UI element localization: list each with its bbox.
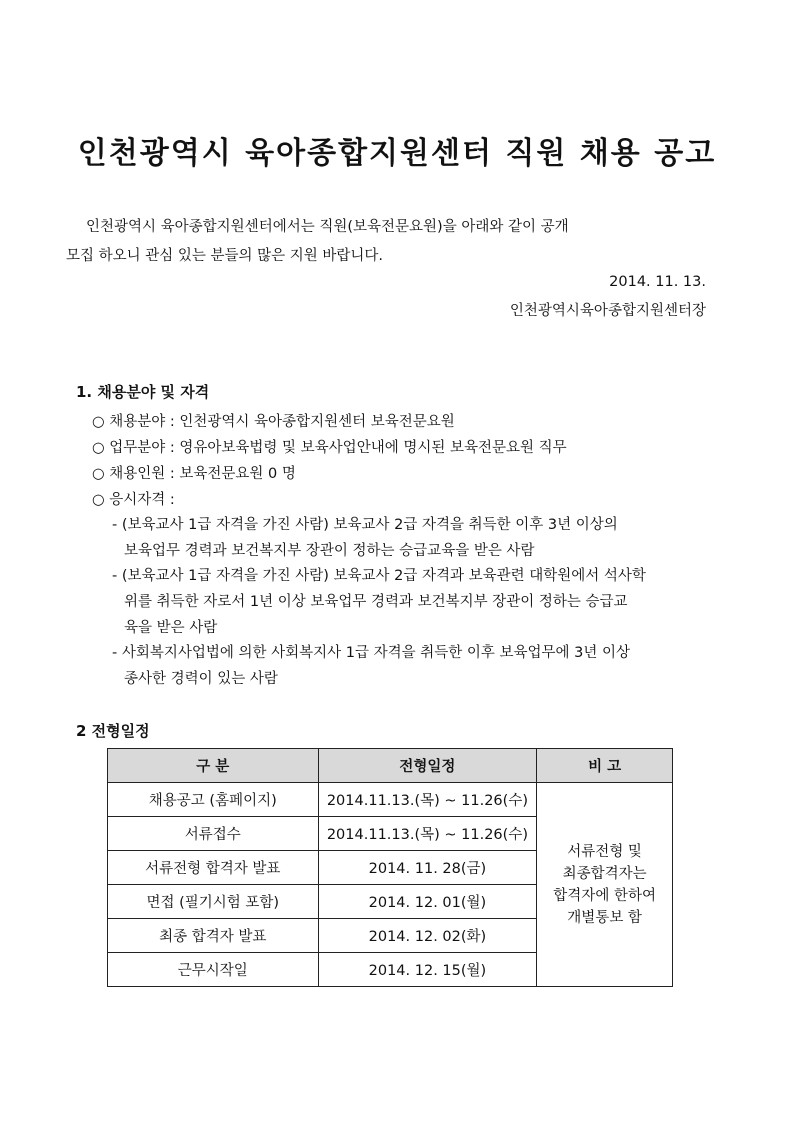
list-item: ○ 채용분야 : 인천광역시 육아종합지원센터 보육전문요원 (92, 414, 455, 430)
table-cell-category: 면접 (필기시험 포함) (108, 885, 319, 919)
table-cell-schedule: 2014. 12. 15(월) (318, 953, 537, 987)
table-cell-category: 최종 합격자 발표 (108, 919, 319, 953)
qualification-item-cont: 종사한 경력이 있는 사람 (124, 671, 278, 687)
list-item: ○ 응시자격 : (92, 492, 175, 508)
note-line: 서류전형 및 (567, 843, 642, 860)
intro-line-1: 인천광역시 육아종합지원센터에서는 직원(보육전문요원)을 아래와 같이 공개 (86, 219, 569, 235)
qualification-item: - (보육교사 1급 자격을 가진 사람) 보육교사 2급 자격을 취득한 이후 3년 이상의 (112, 517, 618, 533)
table-cell-schedule: 2014.11.13.(목) ~ 11.26(수) (318, 783, 537, 817)
page-title: 인천광역시 육아종합지원센터 직원 채용 공고 (77, 136, 717, 171)
table-cell-category: 서류접수 (108, 817, 319, 851)
qualification-item-cont: 육을 받은 사람 (124, 620, 218, 636)
notice-date: 2014. 11. 13. (609, 274, 706, 290)
table-cell-schedule: 2014. 12. 01(월) (318, 885, 537, 919)
issuer: 인천광역시육아종합지원센터장 (509, 303, 706, 319)
table-cell-schedule: 2014.11.13.(목) ~ 11.26(수) (318, 817, 537, 851)
section-2-heading: 2 전형일정 (76, 722, 150, 740)
list-item: ○ 업무분야 : 영유아보육법령 및 보육사업안내에 명시된 보육전문요원 직무 (92, 440, 567, 456)
schedule-table (107, 748, 673, 987)
table-cell-category: 근무시작일 (108, 953, 319, 987)
column-header-note: 비 고 (537, 749, 673, 783)
note-line: 합격자에 한하여 (553, 887, 656, 904)
note-line: 최종합격자는 (562, 865, 647, 882)
qualification-item-cont: 보육업무 경력과 보건복지부 장관이 정하는 승급교육을 받은 사람 (124, 543, 535, 559)
list-item: ○ 채용인원 : 보육전문요원 0 명 (92, 466, 296, 482)
table-cell-category: 채용공고 (홈페이지) (108, 783, 319, 817)
column-header-category: 구 분 (108, 749, 319, 783)
section-1-heading: 1. 채용분야 및 자격 (76, 383, 210, 401)
column-header-schedule: 전형일정 (318, 749, 537, 783)
table-cell-category: 서류전형 합격자 발표 (108, 851, 319, 885)
table-cell-schedule: 2014. 11. 28(금) (318, 851, 537, 885)
note-line: 개별통보 함 (567, 909, 642, 926)
qualification-item: - (보육교사 1급 자격을 가진 사람) 보육교사 2급 자격과 보육관련 대학원에서 석사학 (112, 568, 646, 584)
qualification-item-cont: 위를 취득한 자로서 1년 이상 보육업무 경력과 보건복지부 장관이 정하는 승급교 (124, 594, 628, 610)
table-cell-schedule: 2014. 12. 02(화) (318, 919, 537, 953)
table-cell-note (537, 783, 673, 987)
qualification-item: - 사회복지사업법에 의한 사회복지사 1급 자격을 취득한 이후 보육업무에 3년 이상 (112, 645, 630, 661)
table-header-row (108, 749, 673, 783)
intro-line-2: 모집 하오니 관심 있는 분들의 많은 지원 바랍니다. (66, 248, 384, 264)
table-row (108, 783, 673, 817)
